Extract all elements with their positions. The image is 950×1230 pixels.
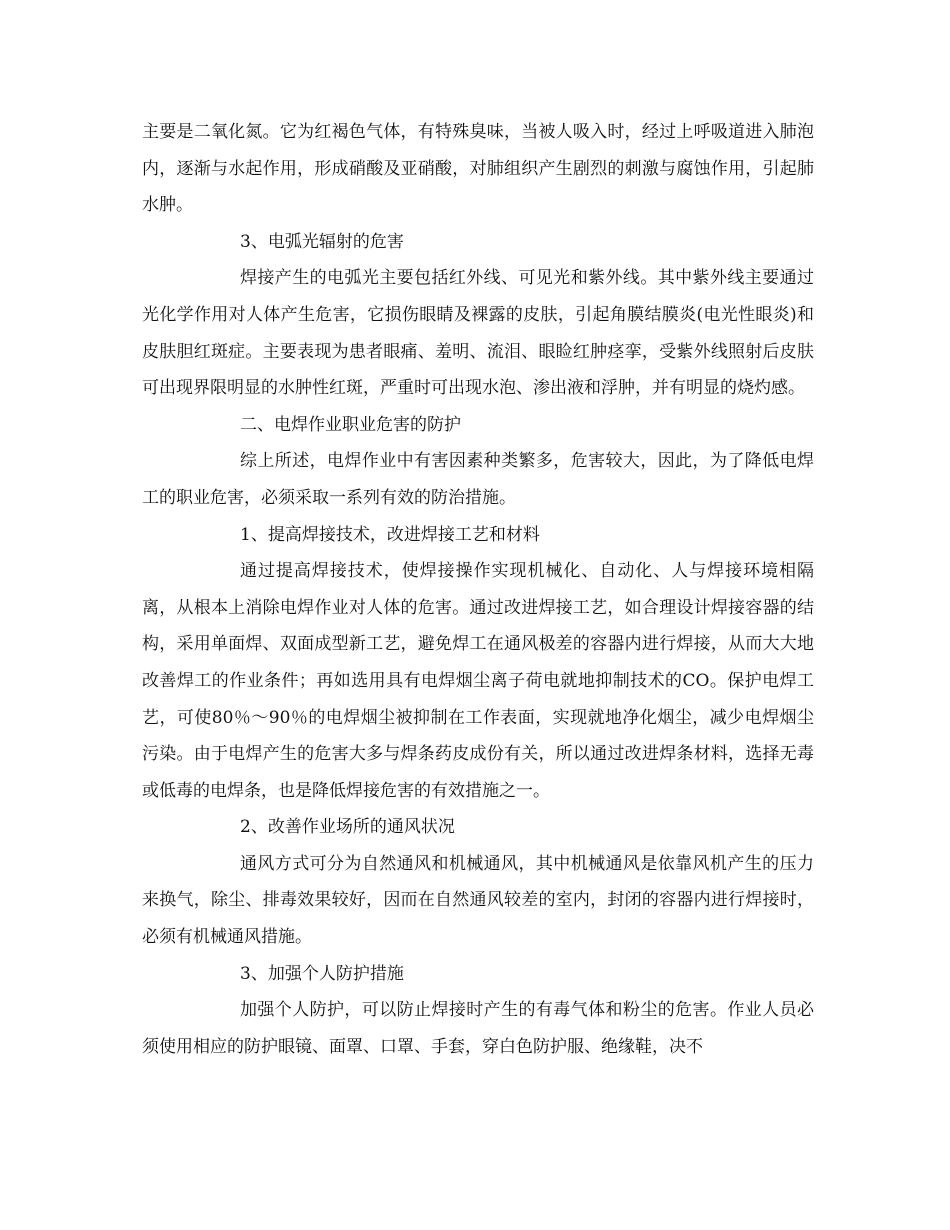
paragraph-ventilation: 通风方式可分为自然通风和机械通风，其中机械通风是依靠风机产生的压力来换气，除尘、排毒效果较好，因而在自然通风较差的室内，封闭的容器内进行焊接时，必须有机械通风措施。 bbox=[142, 853, 814, 948]
paragraph-arc-radiation: 焊接产生的电弧光主要包括红外线、可见光和紫外线。其中紫外线主要通过光化学作用对人体产生危害，它损伤眼睛及裸露的皮肤，引起角膜结膜炎(电光性眼炎)和皮肤胆红斑症。主要表现为患者眼痛、羞明、流泪、眼睑红肿痉挛，受紫外线照射后皮肤可出现界限明显的水肿性红斑，严重时可出现水泡、渗出液和浮肿，并有明显的烧灼感。 bbox=[142, 268, 814, 399]
document-body bbox=[142, 114, 814, 1065]
paragraph-no2-effects: 主要是二氧化氮。它为红褐色气体，有特殊臭味，当被人吸入时，经过上呼吸道进入肺泡内，逐渐与水起作用，形成硝酸及亚硝酸，对肺组织产生剧烈的刺激与腐蚀作用，引起肺水肿。 bbox=[142, 122, 814, 216]
heading-protection: 二、电焊作业职业危害的防护 bbox=[240, 414, 461, 435]
paragraph-improve-technique: 通过提高焊接技术，使焊接操作实现机械化、自动化、人与焊接环境相隔离，从根本上消除电焊作业对人体的危害。通过改进焊接工艺，如合理设计焊接容器的结构，采用单面焊、双面成型新工艺，避免焊工在通风极差的容器内进行焊接，从而大大地改善焊工的作业条件；再如选用具有电焊烟尘离子荷电就地抑制技术的CO。保护电焊工艺，可使80％～90％的电焊烟尘被抑制在工作表面，实现就地净化烟尘，减少电焊烟尘污染。由于电焊产生的危害大多与焊条药皮成份有关，所以通过改进焊条材料，选择无毒或低毒的电焊条，也是降低焊接危害的有效措施之一。 bbox=[142, 561, 814, 801]
heading-arc-radiation: 3、电弧光辐射的危害 bbox=[240, 231, 404, 252]
heading-improve-technique: 1、提高焊接技术，改进焊接工艺和材料 bbox=[240, 524, 540, 545]
paragraph-personal-protection: 加强个人防护，可以防止焊接时产生的有毒气体和粉尘的危害。作业人员必须使用相应的防护眼镜、面罩、口罩、手套，穿白色防护服、绝缘鞋，决不 bbox=[142, 1000, 814, 1057]
paragraph-summary: 综上所述，电焊作业中有害因素种类繁多，危害较大，因此，为了降低电焊工的职业危害，必须采取一系列有效的防治措施。 bbox=[142, 451, 814, 508]
heading-ventilation: 2、改善作业场所的通风状况 bbox=[240, 817, 455, 838]
heading-personal-protection: 3、加强个人防护措施 bbox=[240, 963, 404, 984]
